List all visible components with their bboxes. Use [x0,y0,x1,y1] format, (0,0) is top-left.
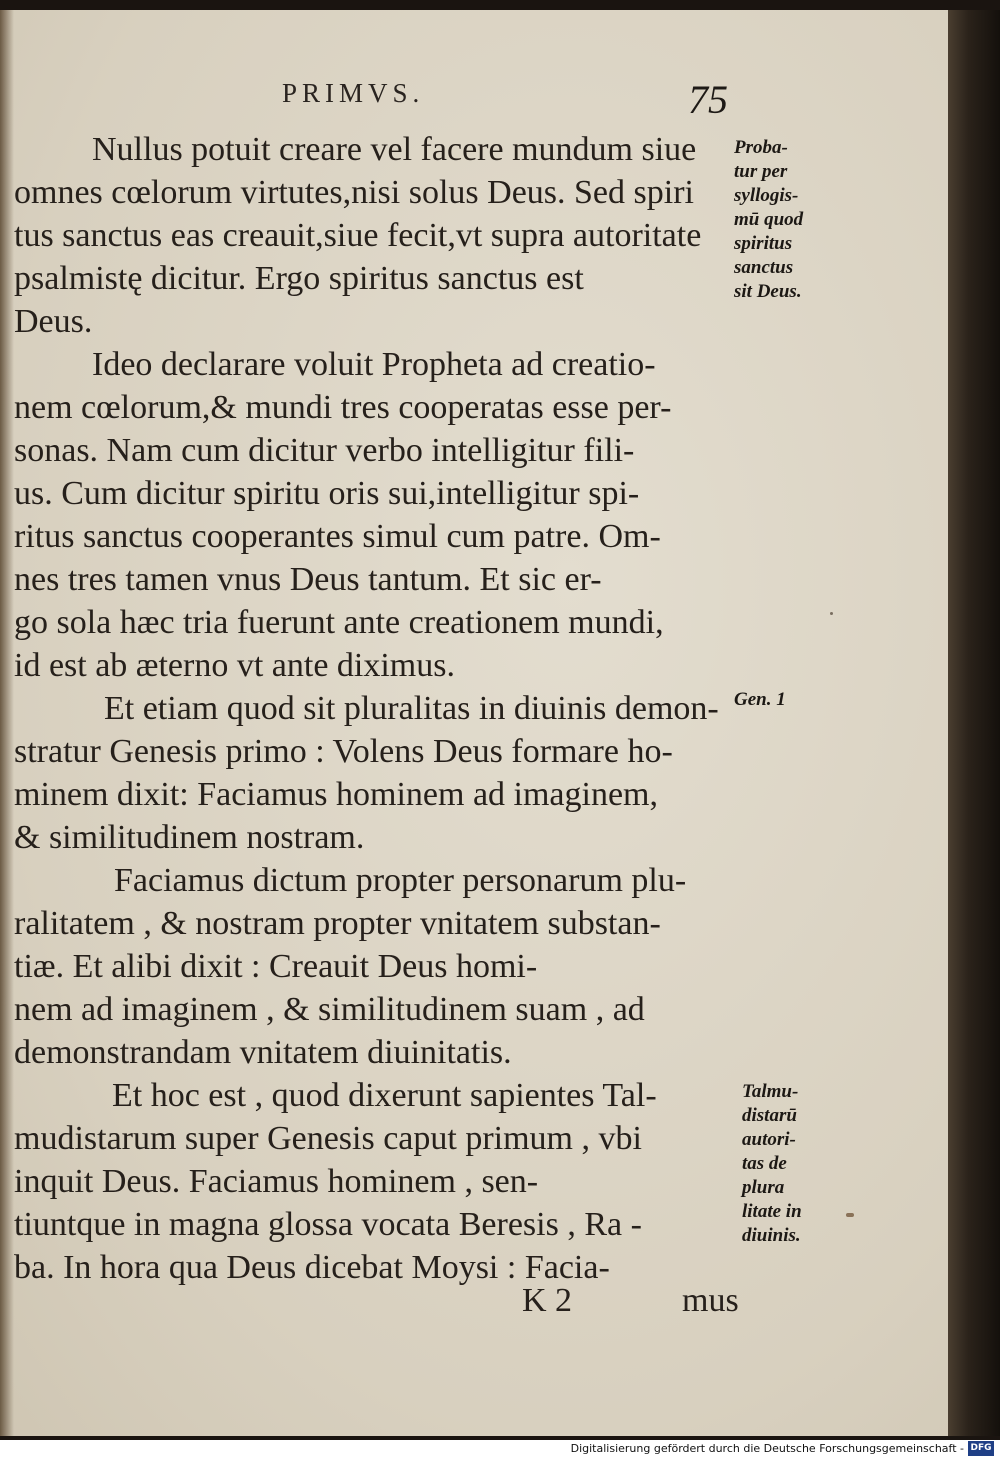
marginal-line: Gen. 1 [734,689,786,710]
page-number: 75 [688,77,728,122]
marginal-line: Proba- [734,137,788,158]
marginal-line: mū quod [734,209,804,230]
marginal-line: spiritus [734,233,793,254]
marginal-note-genesis [734,688,786,712]
text-line: nem ad imaginem , & similitudinem suam , ad [14,991,645,1028]
running-head: PRIMVS. [282,78,425,108]
text-line: psalmistę dicitur. Ergo spiritus sanctus est [14,260,584,297]
marginal-line: plura [742,1177,785,1198]
text-line: id est ab æterno vt ante diximus. [14,647,455,684]
signature-mark: K 2 [522,1282,573,1319]
marginal-line: sit Deus. [734,281,802,302]
marginal-line: diuinis. [742,1225,801,1246]
text-line: Et etiam quod sit pluralitas in diuinis demon- [104,690,719,727]
text-line: Nullus potuit creare vel facere mundum siue [92,131,697,168]
paper-speck [830,612,833,615]
text-line: go sola hæc tria fuerunt ante creationem mundi, [14,604,664,641]
text-line: mudistarum super Genesis caput primum , vbi [14,1120,642,1157]
page-gutter-shadow [0,10,14,1436]
text-line: minem dixit: Faciamus hominem ad imaginem, [14,776,659,813]
text-line: nes tres tamen vnus Deus tantum. Et sic er- [14,561,602,598]
text-line: Ideo declarare voluit Propheta ad creatio- [92,346,656,383]
text-line: demonstrandam vnitatem diuinitatis. [14,1034,512,1071]
marginal-line: Talmu- [742,1081,799,1102]
text-line: inquit Deus. Faciamus hominem , sen- [14,1163,539,1200]
marginal-line: tas de [742,1153,787,1174]
text-line: Et hoc est , quod dixerunt sapientes Tal- [112,1077,657,1114]
text-line: stratur Genesis primo : Volens Deus formare ho- [14,733,673,770]
dfg-logo: DFG [968,1441,994,1456]
text-line: ba. In hora qua Deus dicebat Moysi : Facia- [14,1249,610,1286]
marginal-line: syllogis- [734,185,799,206]
text-line: sonas. Nam cum dicitur verbo intelligitur fili- [14,432,635,469]
text-line: & similitudinem nostram. [14,819,365,856]
marginal-note-talmud [742,1080,802,1248]
page-edge [948,10,1000,1436]
text-line: nem cœlorum,& mundi tres cooperatas esse per- [14,389,672,426]
text-line: ralitatem , & nostram propter vnitatem substan- [14,905,661,942]
marginal-line: tur per [734,161,788,182]
marginal-note-proof [734,136,803,304]
text-line: omnes cœlorum virtutes,nisi solus Deus. Sed spiri [14,174,694,211]
marginal-line: distarū [742,1105,797,1126]
digitization-credit: Digitalisierung gefördert durch die Deutsche Forschungsgemeinschaft - [570,1442,964,1455]
ink-mark [846,1213,854,1217]
marginal-line: sanctus [734,257,794,278]
marginal-line: autori- [742,1129,796,1150]
text-line: tiuntque in magna glossa vocata Beresis , Ra - [14,1206,642,1243]
text-line: ritus sanctus cooperantes simul cum patre. Om- [14,518,661,555]
text-line: Deus. [14,303,93,340]
text-line: tus sanctus eas creauit,siue fecit,vt supra autoritate [14,217,702,254]
text-line: Faciamus dictum propter personarum plu- [114,862,687,899]
body-text [14,128,734,1289]
text-line: us. Cum dicitur spiritu oris sui,intelligitur spi- [14,475,640,512]
text-line: tiæ. Et alibi dixit : Creauit Deus homi- [14,948,538,985]
marginal-line: litate in [742,1201,802,1222]
catchword: mus [682,1282,739,1319]
